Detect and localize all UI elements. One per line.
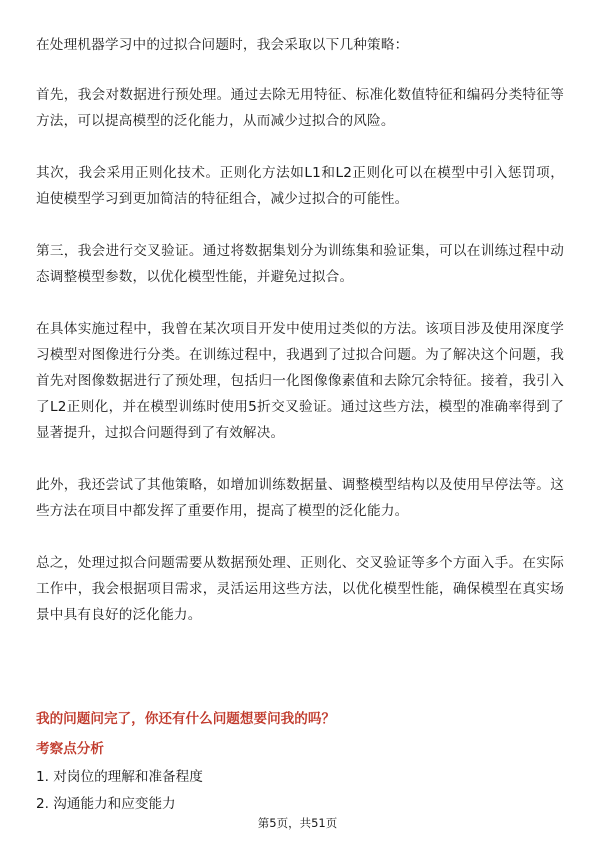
paragraph-preprocessing: 首先，我会对数据进行预处理。通过去除无用特征、标准化数值特征和编码分类特征等方法，可以提高模型的泛化能力，从而减少过拟合的风险。 <box>36 87 564 129</box>
closing-question: 我的问题问完了，你还有什么问题想要问我的吗？ <box>36 711 336 727</box>
answer-body <box>36 32 564 654</box>
page-number-footer: 第5页，共51页 <box>257 816 338 830</box>
analysis-point: 2. 沟通能力和应变能力 <box>36 796 176 812</box>
paragraph-intro: 在处理机器学习中的过拟合问题时，我会采取以下几种策略： <box>36 37 409 53</box>
paragraph-regularization: 其次，我会采用正则化技术。正则化方法如L1和L2正则化可以在模型中引入惩罚项，迫使模型学习到更加简洁的特征组合，减少过拟合的可能性。 <box>36 165 564 207</box>
analysis-point: 1. 对岗位的理解和准备程度 <box>36 769 203 785</box>
paragraph-other-strategies: 此外，我还尝试了其他策略，如增加训练数据量、调整模型结构以及使用早停法等。这些方法在项目中都发挥了重要作用，提高了模型的泛化能力。 <box>36 477 564 519</box>
paragraph-cross-validation: 第三，我会进行交叉验证。通过将数据集划分为训练集和验证集，可以在训练过程中动态调整模型参数，以优化模型性能，并避免过拟合。 <box>36 243 564 285</box>
paragraph-project-example: 在具体实施过程中，我曾在某次项目开发中使用过类似的方法。该项目涉及使用深度学习模型对图像进行分类。在训练过程中，我遇到了过拟合问题。为了解决这个问题，我首先对图像数据进行了预处理，包括归一化图像像素值和去除冗余特征。接着，我引入了L2正则化，并在模型训练时使用5折交叉验证。通过这些方法，模型的准确率得到了显著提升，过拟合问题得到了有效解决。 <box>36 321 564 441</box>
analysis-title: 考察点分析 <box>36 741 104 757</box>
paragraph-conclusion: 总之，处理过拟合问题需要从数据预处理、正则化、交叉验证等多个方面入手。在实际工作中，我会根据项目需求，灵活运用这些方法，以优化模型性能，确保模型在真实场景中具有良好的泛化能力。 <box>36 555 564 623</box>
